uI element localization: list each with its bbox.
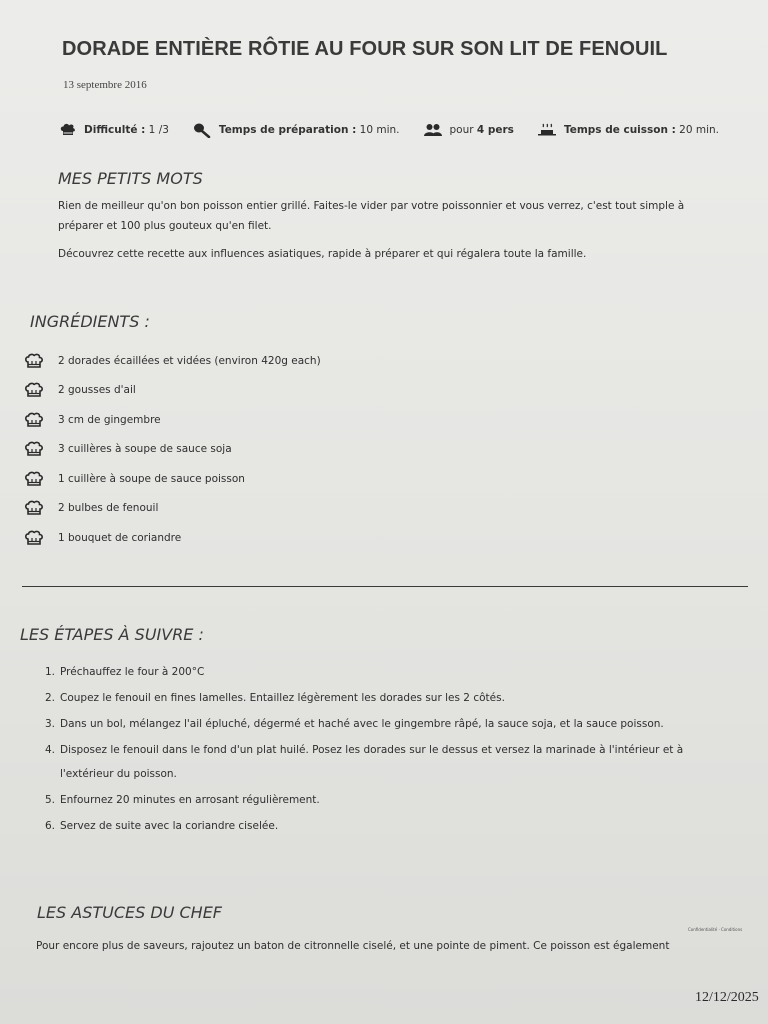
prep-time-value: 10 min. xyxy=(359,124,400,136)
step-text xyxy=(60,686,742,710)
step-text xyxy=(60,814,742,838)
step-line: Préchauffez le four à 200°C xyxy=(60,666,205,678)
notes-heading: MES PETITS MOTS xyxy=(58,169,203,188)
notes-paragraph-1-line-1: Rien de meilleur qu'on bon poisson entier grillé. Faites-le vider par votre poissonnier et vous verrez, c'est tout simple à xyxy=(58,200,685,212)
ingredient-text: 3 cm de gingembre xyxy=(58,413,161,426)
chef-hat-icon xyxy=(24,500,44,516)
cooking-pot-icon xyxy=(538,123,556,137)
step-number: 4. xyxy=(44,744,55,756)
ingredients-heading: INGRÉDIENTS : xyxy=(30,312,150,331)
list-item xyxy=(22,712,742,736)
step-line: Coupez le fenouil en fines lamelles. Entaillez légèrement les dorades sur les 2 côtés. xyxy=(60,692,505,704)
date-stamp: 12/12/2025 xyxy=(695,990,759,1005)
whisk-icon xyxy=(193,122,211,138)
list-item xyxy=(24,464,321,494)
tips-text: Pour encore plus de saveurs, rajoutez un baton de citronnelle ciselé, et une pointe de piment. Ce poisson est également xyxy=(36,940,670,952)
step-line: Enfournez 20 minutes en arrosant régulièrement. xyxy=(60,794,320,806)
ingredient-text: 1 cuillère à soupe de sauce poisson xyxy=(58,472,245,485)
page-title: DORADE ENTIÈRE RÔTIE AU FOUR SUR SON LIT DE FENOUIL xyxy=(62,38,668,60)
recipe-info-bar xyxy=(60,118,720,142)
list-item xyxy=(24,405,321,435)
notes-paragraph-1-line-2: préparer et 100 plus gouteux qu'en filet. xyxy=(58,220,272,232)
step-line: l'extérieur du poisson. xyxy=(60,768,177,780)
step-number: 2. xyxy=(44,692,55,704)
chef-hat-icon xyxy=(24,530,44,546)
chef-hat-icon xyxy=(24,412,44,428)
ingredient-text: 1 bouquet de coriandre xyxy=(58,531,182,544)
difficulty-info xyxy=(60,123,169,137)
step-text xyxy=(60,788,742,812)
step-number: 1. xyxy=(44,666,55,678)
ingredient-text: 3 cuillères à soupe de sauce soja xyxy=(58,443,232,456)
cook-time-info xyxy=(538,123,719,137)
list-item xyxy=(22,788,742,812)
step-number: 5. xyxy=(44,794,55,806)
small-print[interactable]: Confidentialité · Conditions xyxy=(688,927,743,932)
ingredient-text: 2 gousses d'ail xyxy=(58,384,136,397)
people-icon xyxy=(424,123,442,137)
step-text xyxy=(60,660,742,684)
difficulty-value: 1 /3 xyxy=(148,124,169,136)
list-item xyxy=(22,686,742,710)
list-item xyxy=(22,814,742,838)
step-line: Dans un bol, mélangez l'ail épluché, dégermé et haché avec le gingembre râpé, la sauce soja, et la sauce poisson. xyxy=(60,718,664,730)
ingredient-text: 2 bulbes de fenouil xyxy=(58,502,159,515)
step-line: Disposez le fenouil dans le fond d'un plat huilé. Posez les dorades sur le dessus et versez la marinade à l'intérieur et à xyxy=(60,744,684,756)
publish-date: 13 septembre 2016 xyxy=(63,79,147,91)
step-text xyxy=(60,712,742,736)
prep-time-label: Temps de préparation : xyxy=(218,124,357,136)
chef-hat-icon xyxy=(24,441,44,457)
list-item xyxy=(22,660,742,684)
section-divider xyxy=(22,586,748,587)
step-line: Servez de suite avec la coriandre ciselée. xyxy=(60,820,279,832)
ingredient-text: 2 dorades écaillées et vidées (environ 420g each) xyxy=(58,354,321,367)
list-item xyxy=(24,346,321,376)
chef-hat-icon xyxy=(24,471,44,487)
chef-hat-icon xyxy=(24,353,44,369)
difficulty-label: Difficulté : xyxy=(84,124,146,136)
list-item xyxy=(22,738,742,786)
cook-time-value: 20 min. xyxy=(679,124,720,136)
ingredients-list xyxy=(24,346,321,553)
list-item xyxy=(24,376,321,406)
chef-hat-icon xyxy=(60,123,76,137)
step-text xyxy=(60,738,742,786)
cook-time-label: Temps de cuisson : xyxy=(563,124,676,136)
servings-prefix: pour xyxy=(449,124,474,136)
servings-value: 4 pers xyxy=(476,124,514,136)
tips-heading: LES ASTUCES DU CHEF xyxy=(37,903,223,922)
steps-list xyxy=(22,660,742,840)
list-item xyxy=(24,494,321,524)
notes-paragraph-1 xyxy=(58,196,718,236)
chef-hat-icon xyxy=(24,382,44,398)
step-number: 3. xyxy=(44,718,55,730)
step-number: 6. xyxy=(44,820,55,832)
notes-paragraph-2: Découvrez cette recette aux influences asiatiques, rapide à préparer et qui régalera toute la famille. xyxy=(58,248,587,260)
steps-heading: LES ÉTAPES À SUIVRE : xyxy=(20,625,204,644)
servings-info xyxy=(424,123,514,137)
prep-time-info xyxy=(193,122,400,138)
list-item xyxy=(24,435,321,465)
list-item xyxy=(24,523,321,553)
